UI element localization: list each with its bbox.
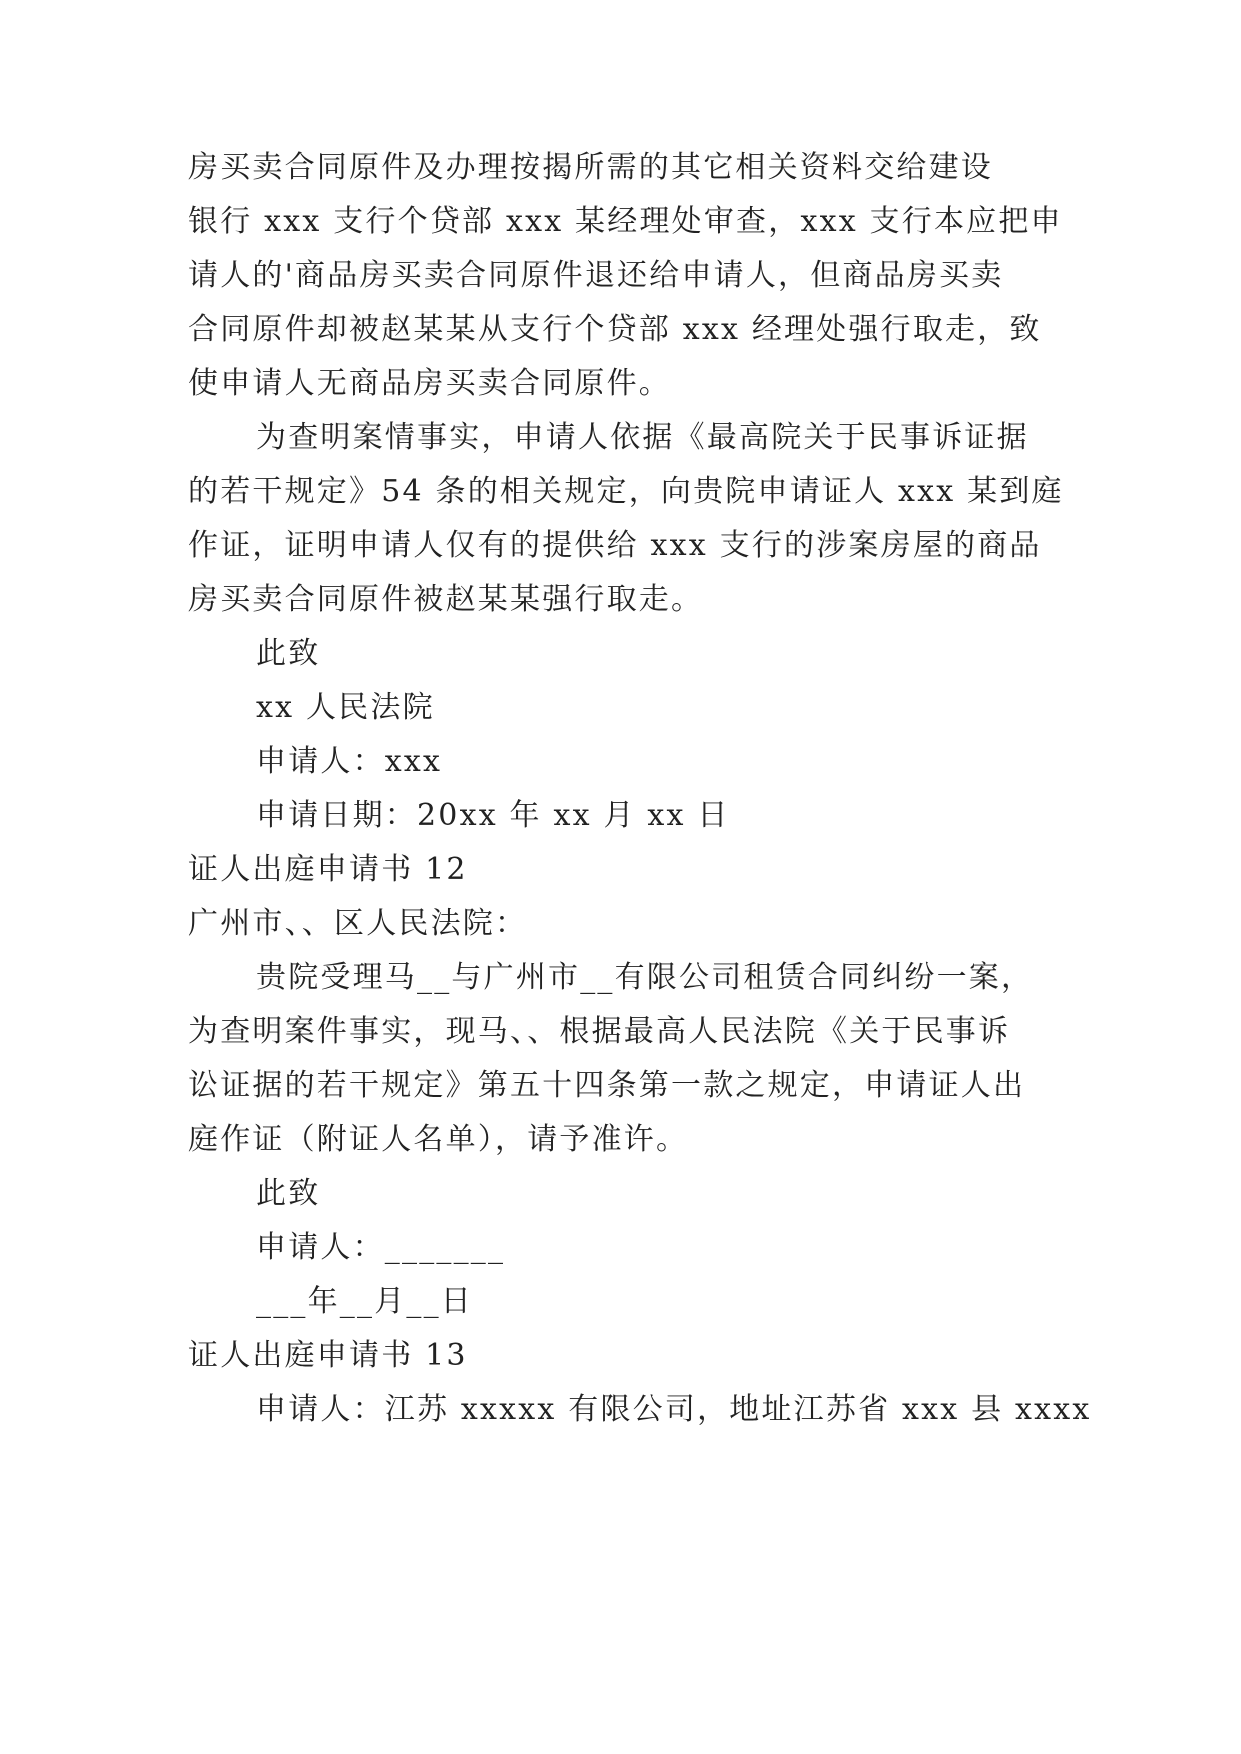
body-line-5: 使申请人无商品房买卖合同原件。 xyxy=(188,366,671,401)
paragraph-line-3: 作证，证明申请人仅有的提供给 xxx 支行的涉案房屋的商品 xyxy=(188,528,1042,563)
applicant-blank: 申请人：_______ xyxy=(256,1230,506,1265)
court-address: 广州市、、区人民法院： xyxy=(188,906,528,941)
salutation-2: 此致 xyxy=(256,1176,321,1211)
paragraph-line-2: 的若干规定》54 条的相关规定，向贵院申请证人 xxx 某到庭 xyxy=(188,474,1064,509)
request-line-4: 庭作证（附证人名单），请予准许。 xyxy=(188,1122,689,1157)
body-line-2: 银行 xxx 支行个贷部 xxx 某经理处审查，xxx 支行本应把申 xyxy=(188,204,1063,239)
section-title-12: 证人出庭申请书 12 xyxy=(188,852,468,887)
body-line-4: 合同原件却被赵某某从支行个贷部 xxx 经理处强行取走，致 xyxy=(188,312,1042,347)
date-blank: ___年__月__日 xyxy=(256,1284,473,1319)
applicant-company: 申请人：江苏 xxxxx 有限公司，地址江苏省 xxx 县 xxxx xyxy=(256,1392,1092,1427)
paragraph-line-4: 房买卖合同原件被赵某某强行取走。 xyxy=(188,582,704,617)
paragraph-line-1: 为查明案情事实，申请人依据《最高院关于民事诉证据 xyxy=(256,420,1029,455)
request-line-2: 为查明案件事实，现马、、根据最高人民法院《关于民事诉 xyxy=(188,1014,1011,1049)
applicant-line: 申请人：xxx xyxy=(256,744,443,779)
request-line-3: 讼证据的若干规定》第五十四条第一款之规定，申请证人出 xyxy=(188,1068,1026,1103)
court-name: xx 人民法院 xyxy=(256,690,435,725)
section-title-13: 证人出庭申请书 13 xyxy=(188,1338,468,1373)
body-line-1: 房买卖合同原件及办理按揭所需的其它相关资料交给建设 xyxy=(188,150,993,185)
request-line-1: 贵院受理马__与广州市__有限公司租赁合同纠纷一案， xyxy=(256,960,1034,995)
body-line-3: 请人的'商品房买卖合同原件退还给申请人，但商品房买卖 xyxy=(188,258,1004,293)
salutation: 此致 xyxy=(256,636,321,671)
application-date: 申请日期：20xx 年 xx 月 xx 日 xyxy=(256,798,730,833)
